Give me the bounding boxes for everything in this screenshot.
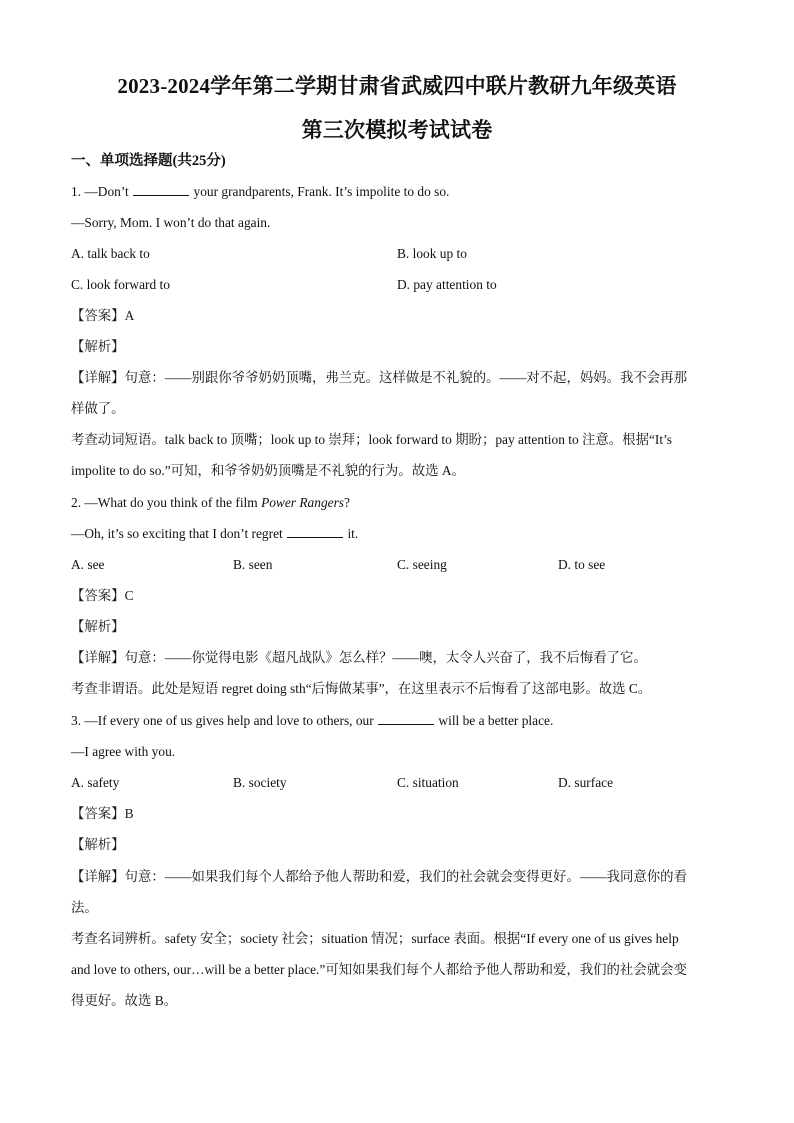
q3-reply: —I agree with you. <box>71 744 176 759</box>
q3-detail-line5: 得更好。故选 B。 <box>71 993 178 1008</box>
q3-blank <box>378 712 434 725</box>
q1-option-c: C. look forward to <box>71 277 170 292</box>
q3-detail-line1: 【详解】句意：——如果我们每个人都给予他人帮助和爱，我们的社会就会变得更好。——我同意你的看 <box>71 869 687 884</box>
q3-detail-line3: 考查名词辨析。safety 安全；society 社会；situation 情况；surface 表面。根据“If every one of us gives help <box>71 931 679 946</box>
q1-blank <box>133 183 189 196</box>
q2-reply-part1: —Oh, it’s so exciting that I don’t regret <box>71 526 283 541</box>
q2-option-a: A. see <box>71 557 105 572</box>
q3-stem-part2: will be a better place. <box>438 713 554 728</box>
q1-detail-line4: impolite to do so.”可知，和爷爷奶奶顶嘴是不礼貌的行为。故选 A。 <box>71 463 465 478</box>
q2-answer-label: 【答案】 <box>71 588 125 603</box>
q1-analysis-label: 【解析】 <box>71 339 125 354</box>
q1-detail-line1: 【详解】句意：——别跟你爷爷奶奶顶嘴，弗兰克。这样做是不礼貌的。——对不起，妈妈。我不会再那 <box>71 370 687 385</box>
q1-stem <box>71 183 449 201</box>
q1-reply: —Sorry, Mom. I won’t do that again. <box>71 215 271 230</box>
q2-reply <box>71 525 358 543</box>
q1-answer-label: 【答案】 <box>71 308 125 323</box>
q2-answer <box>71 587 134 605</box>
exam-title-line2: 第三次模拟考试试卷 <box>301 118 493 142</box>
q1-stem-part2: your grandparents, Frank. It’s impolite to do so. <box>193 184 450 199</box>
q2-film-title: Power Rangers <box>261 495 345 510</box>
q3-answer <box>71 805 134 823</box>
q1-detail-line2: 样做了。 <box>71 401 125 416</box>
q3-option-a: A. safety <box>71 775 120 790</box>
q1-answer <box>71 307 134 325</box>
q3-option-c: C. situation <box>397 775 459 790</box>
q3-detail-line4: and love to others, our…will be a better place.”可知如果我们每个人都给予他人帮助和爱，我们的社会就会变 <box>71 962 687 977</box>
q1-answer-value: A <box>124 308 135 323</box>
q3-analysis-label: 【解析】 <box>71 837 125 852</box>
q3-option-d: D. surface <box>558 775 614 790</box>
q1-option-d: D. pay attention to <box>397 277 497 292</box>
q2-stem-part1: 2. —What do you think of the film <box>71 495 258 510</box>
q2-stem-part2: ? <box>344 495 350 510</box>
section-heading: 一、单项选择题(共25分) <box>71 153 226 169</box>
q1-stem-part1: 1. —Don’t <box>71 184 129 199</box>
q1-detail-line3: 考查动词短语。talk back to 顶嘴；look up to 崇拜；look forward to 期盼；pay attention to 注意。根据“It’s <box>71 432 673 447</box>
q2-detail-line2: 考查非谓语。此处是短语 regret doing sth“后悔做某事”，在这里表示不后悔看了这部电影。故选 C。 <box>71 681 652 696</box>
exam-title-line1: 2023-2024学年第二学期甘肃省武威四中联片教研九年级英语 <box>117 74 677 98</box>
q1-option-b: B. look up to <box>397 246 467 261</box>
q2-answer-value: C <box>124 588 134 603</box>
q3-detail-line2: 法。 <box>71 900 98 915</box>
q2-detail-line1: 【详解】句意：——你觉得电影《超凡战队》怎么样？——噢，太令人兴奋了，我不后悔看了它。 <box>71 650 647 665</box>
q3-stem-part1: 3. —If every one of us gives help and love to others, our <box>71 713 374 728</box>
q2-analysis-label: 【解析】 <box>71 619 125 634</box>
q1-option-a: A. talk back to <box>71 246 150 261</box>
q2-option-c: C. seeing <box>397 557 447 572</box>
q3-answer-value: B <box>124 806 134 821</box>
q3-option-b: B. society <box>233 775 287 790</box>
q2-option-d: D. to see <box>558 557 606 572</box>
q3-answer-label: 【答案】 <box>71 806 125 821</box>
q2-stem <box>71 494 350 512</box>
q2-reply-part2: it. <box>347 526 359 541</box>
q3-stem <box>71 712 553 730</box>
q2-blank <box>287 525 343 538</box>
q2-option-b: B. seen <box>233 557 273 572</box>
